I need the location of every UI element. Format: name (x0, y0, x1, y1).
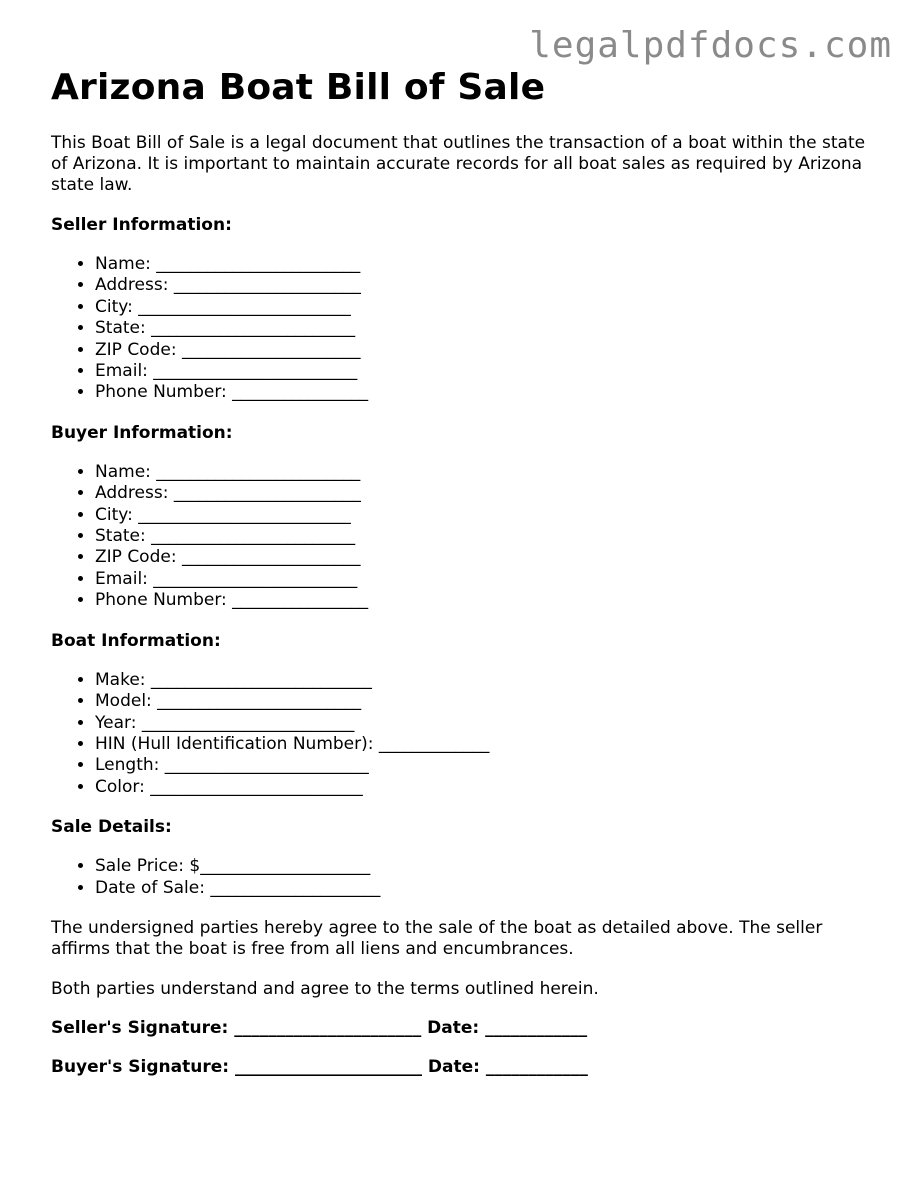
page-title: Arizona Boat Bill of Sale (51, 67, 546, 108)
boat-hin-field: • HIN (Hull Identification Number): _____________ (95, 734, 881, 755)
buyer-heading: Buyer Information: (51, 422, 233, 443)
intro-paragraph: This Boat Bill of Sale is a legal document that outlines the transaction of a boat within the state of Arizona. It is important to maintain accurate records for all boat sales as required by Arizona state law. (51, 133, 866, 195)
buyer-city-field: • City: _________________________ (95, 505, 881, 526)
sale-date-field: • Date of Sale: ____________________ (95, 878, 881, 899)
seller-city-field: • City: _________________________ (95, 297, 881, 318)
boat-field-list (51, 670, 881, 798)
watermark: legalpdfdocs.com (529, 25, 892, 66)
boat-make-field: • Make: __________________________ (95, 670, 881, 691)
document-page (51, 66, 881, 1078)
seller-zip-field: • ZIP Code: _____________________ (95, 340, 881, 361)
buyer-address-field: • Address: ______________________ (95, 483, 881, 504)
seller-name-field: • Name: ________________________ (95, 254, 881, 275)
seller-email-field: • Email: ________________________ (95, 361, 881, 382)
seller-field-list (51, 254, 881, 404)
boat-color-field: • Color: _________________________ (95, 777, 881, 798)
sale-price-field: • Sale Price: $____________________ (95, 856, 881, 877)
boat-heading: Boat Information: (51, 630, 221, 651)
seller-heading: Seller Information: (51, 215, 232, 235)
buyer-phone-field: • Phone Number: ________________ (95, 590, 881, 611)
buyer-name-field: • Name: ________________________ (95, 462, 881, 483)
seller-state-field: • State: ________________________ (95, 318, 881, 339)
understanding-paragraph: Both parties understand and agree to the terms outlined herein. (51, 978, 599, 999)
seller-address-field: • Address: ______________________ (95, 275, 881, 296)
buyer-signature-line: Buyer's Signature: ______________________ Date: ____________ (51, 1056, 588, 1077)
boat-year-field: • Year: _________________________ (95, 713, 881, 734)
sale-heading: Sale Details: (51, 817, 172, 838)
buyer-field-list (51, 462, 881, 612)
sale-field-list (51, 856, 881, 899)
buyer-zip-field: • ZIP Code: _____________________ (95, 547, 881, 568)
agreement-paragraph: The undersigned parties hereby agree to the sale of the boat as detailed above. The seller affirms that the boat is free from all liens and encumbrances. (51, 917, 823, 959)
seller-signature-line: Seller's Signature: ______________________ Date: ____________ (51, 1017, 588, 1038)
seller-phone-field: • Phone Number: ________________ (95, 382, 881, 403)
buyer-state-field: • State: ________________________ (95, 526, 881, 547)
buyer-email-field: • Email: ________________________ (95, 569, 881, 590)
boat-model-field: • Model: ________________________ (95, 691, 881, 712)
boat-length-field: • Length: ________________________ (95, 755, 881, 776)
